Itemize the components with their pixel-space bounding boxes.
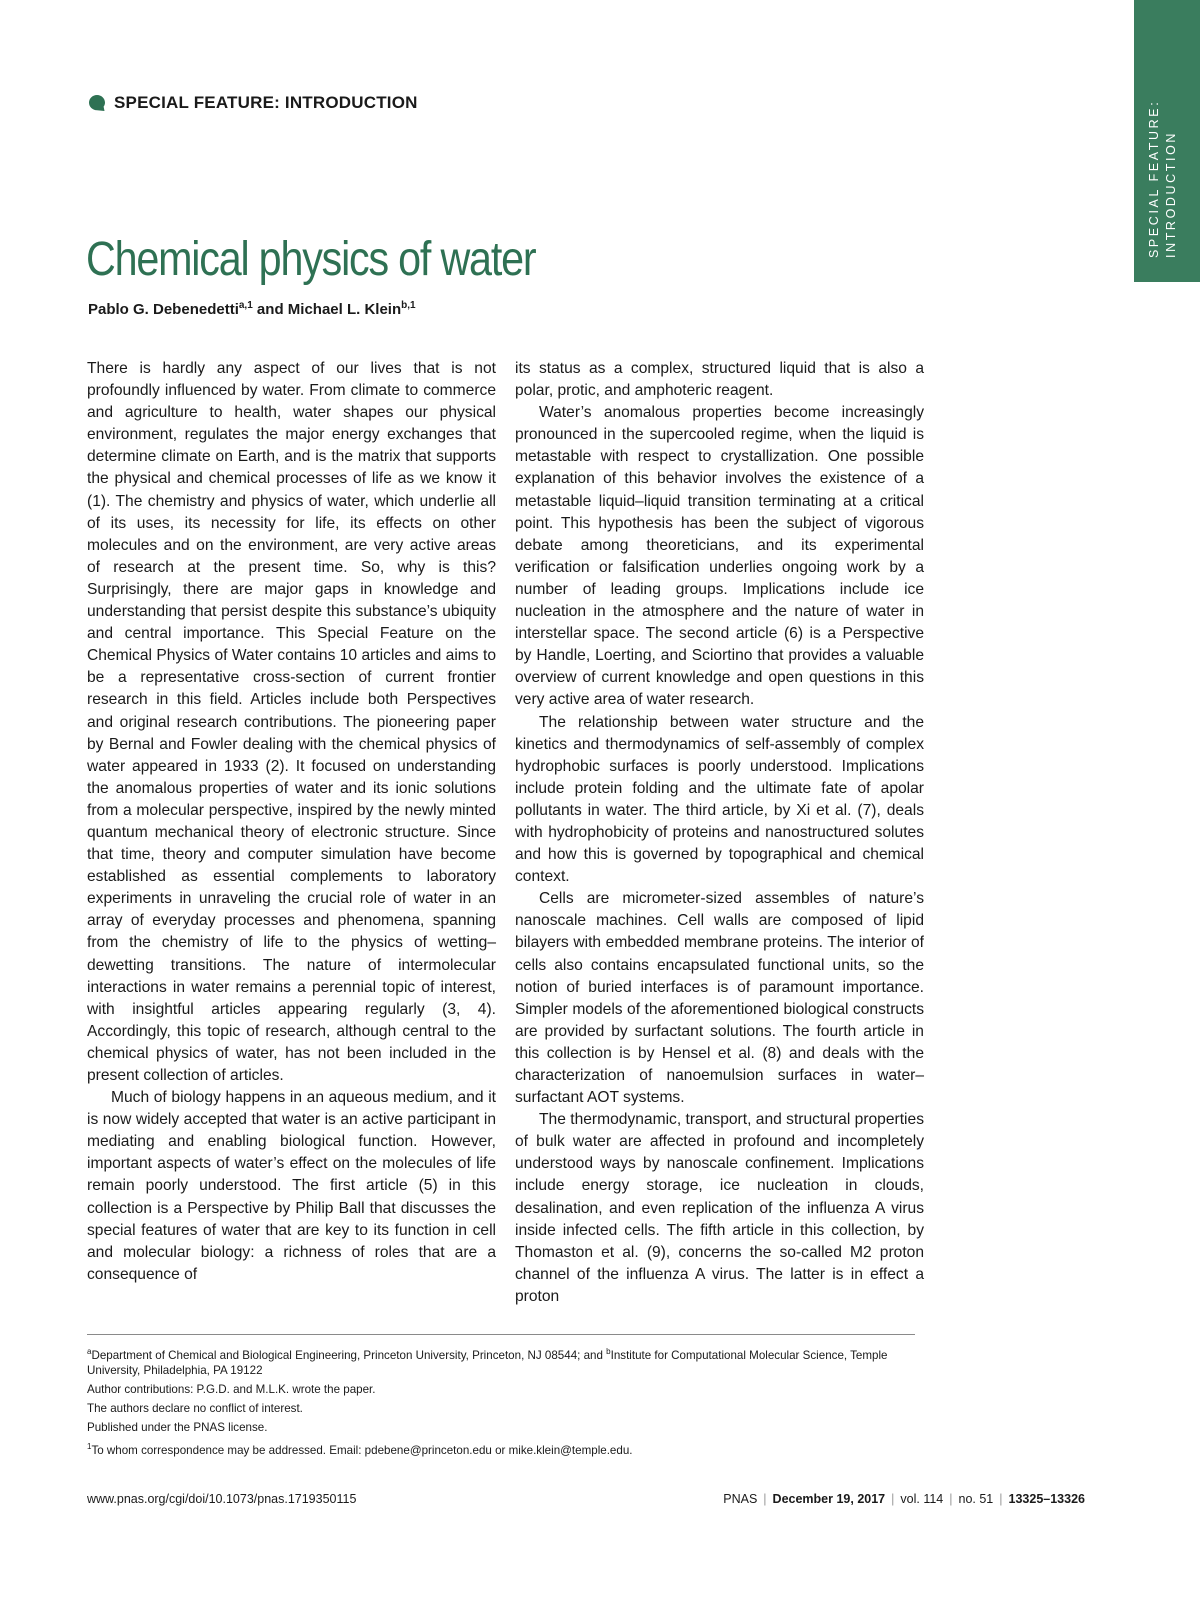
article-title: Chemical physics of water [86, 233, 536, 286]
affiliation-marker-b: b [606, 1347, 611, 1356]
correspondence-marker: 1 [87, 1441, 92, 1451]
issue-number: no. 51 [958, 1492, 994, 1506]
side-section-tab [1134, 0, 1200, 282]
paragraph: its status as a complex, structured liquid that is also a polar, protic, and amphoteric reagent. [515, 360, 924, 400]
special-feature-label [88, 93, 418, 113]
special-feature-text: SPECIAL FEATURE: INTRODUCTION [114, 93, 418, 112]
volume: vol. 114 [900, 1492, 944, 1506]
footnotes [87, 1344, 915, 1462]
correspondence-text: To whom correspondence may be addressed. Email: pdebene@princeton.edu or mike.klein@temple.edu. [91, 1443, 633, 1457]
body-column-left [87, 358, 496, 1286]
author-name: Pablo G. Debenedetti [88, 301, 239, 318]
separator: | [891, 1492, 895, 1506]
paragraph: Water’s anomalous properties become increasingly pronounced in the supercooled regime, when the liquid is metastable with respect to crystallization. One possible explanation of this behavior involves the existence of a metastable liquid–liquid transition terminating at a critical point. This hypothesis has been the subject of vigorous debate among theoreticians, and its experimental verification or falsification underlies ongoing work by a number of leading groups. Implications include ice nucleation in the atmosphere and the nature of water in interstellar space. The second article (6) is a Perspective by Handle, Loerting, and Sciortino that provides a valuable overview of current knowledge and open questions in this very active area of water research. [515, 404, 924, 709]
journal-citation [723, 1492, 1085, 1506]
separator: | [763, 1492, 767, 1506]
correspondence-footnote [87, 1439, 915, 1458]
author-affiliation-marker: a,1 [238, 300, 253, 311]
body-column-right [515, 358, 924, 1308]
license-footnote: Published under the PNAS license. [87, 1420, 268, 1434]
footnote-divider [87, 1334, 915, 1335]
page-range: 13325–13326 [1008, 1492, 1085, 1506]
author-affiliation-marker: b,1 [401, 300, 416, 311]
side-tab-line-2: INTRODUCTION [1164, 130, 1178, 258]
paragraph: There is hardly any aspect of our lives that is not profoundly influenced by water. From climate to commerce and agriculture to health, water shapes our physical environment, regulates the major energy exchanges that determine climate on Earth, and is the matrix that supports the physical and chemical processes of life as we know it (1). The chemistry and physics of water, which underlie all of its uses, its necessity for life, its effects on other molecules and on the environment, are very active areas of research at the present time. So, why is this? Surprisingly, there are major gaps in knowledge and understanding that persist despite this substance’s ubiquity and central importance. This Special Feature on the Chemical Physics of Water contains 10 articles and aims to be a representative cross-section of current frontier research in this field. Articles include both Perspectives and original research contributions. The pioneering paper by Bernal and Fowler dealing with the chemical physics of water appeared in 1933 (2). It focused on understanding the anomalous properties of water and its ionic solutions from a molecular perspective, inspired by the newly minted quantum mechanical theory of electronic structure. Since that time, theory and computer simulation have become established as essential complements to laboratory experiments in unraveling the crucial role of water in an array of everyday processes and phenomena, spanning from the chemistry of life to the physics of wetting–dewetting transitions. The nature of intermolecular interactions in water remains a perennial topic of interest, with insightful articles appearing regularly (3, 4). Accordingly, this topic of research, although central to the chemical physics of water, has not been included in the present collection of articles. [87, 360, 496, 1084]
affiliation-b: Institute for Computational Molecular Science, Temple University, Philadelphia, PA 19122 [87, 1348, 888, 1377]
speech-bubble-icon [88, 94, 106, 112]
separator: | [999, 1492, 1003, 1506]
affiliation-marker-a: a [87, 1347, 92, 1356]
author-line [88, 300, 416, 318]
author-conjunction: and [252, 301, 288, 318]
paragraph: Much of biology happens in an aqueous medium, and it is now widely accepted that water is an active participant in mediating and enabling biological function. However, important aspects of water’s effect on the molecules of life remain poorly understood. The first article (5) in this collection is a Perspective by Philip Ball that discusses the special features of water that are key to its function in cell and molecular biology: a richness of roles that are a consequence of [87, 1089, 496, 1283]
side-section-tab-text [1146, 100, 1180, 258]
conflict-footnote: The authors declare no conflict of interest. [87, 1401, 303, 1415]
journal-name: PNAS [723, 1492, 758, 1506]
separator: | [949, 1492, 953, 1506]
side-tab-line-1: SPECIAL FEATURE: [1147, 99, 1161, 258]
affiliation-a: Department of Chemical and Biological Engineering, Princeton University, Princeton, NJ 08544; and [91, 1348, 607, 1362]
paragraph: The thermodynamic, transport, and structural properties of bulk water are affected in profound and incompletely understood ways by nanoscale confinement. Implications include energy storage, ice nucleation in clouds, desalination, and even replication of the influenza A virus inside infected cells. The fifth article in this collection, by Thomaston et al. (9), concerns the so-called M2 proton channel of the influenza A virus. The latter is in effect a proton [515, 1111, 924, 1305]
author-name: Michael L. Klein [287, 301, 402, 318]
doi-link[interactable]: www.pnas.org/cgi/doi/10.1073/pnas.1719350115 [87, 1492, 357, 1506]
issue-date: December 19, 2017 [772, 1492, 886, 1506]
contributions-footnote: Author contributions: P.G.D. and M.L.K. wrote the paper. [87, 1382, 376, 1396]
affiliations-footnote [87, 1344, 915, 1378]
paragraph: The relationship between water structure and the kinetics and thermodynamics of self-assembly of complex hydrophobic surfaces is poorly understood. Implications include protein folding and the ultimate fate of apolar pollutants in water. The third article, by Xi et al. (7), deals with hydrophobicity of proteins and nanostructured solutes and how this is governed by topographical and chemical context. [515, 713, 924, 886]
paragraph: Cells are micrometer-sized assembles of nature’s nanoscale machines. Cell walls are composed of lipid bilayers with embedded membrane proteins. The interior of cells also contains encapsulated functional units, so the notion of buried interfaces is of paramount importance. Simpler models of the aforementioned biological constructs are provided by surfactant solutions. The fourth article in this collection is by Hensel et al. (8) and deals with the characterization of nanoemulsion surfaces in water–surfactant AOT systems. [515, 890, 924, 1107]
